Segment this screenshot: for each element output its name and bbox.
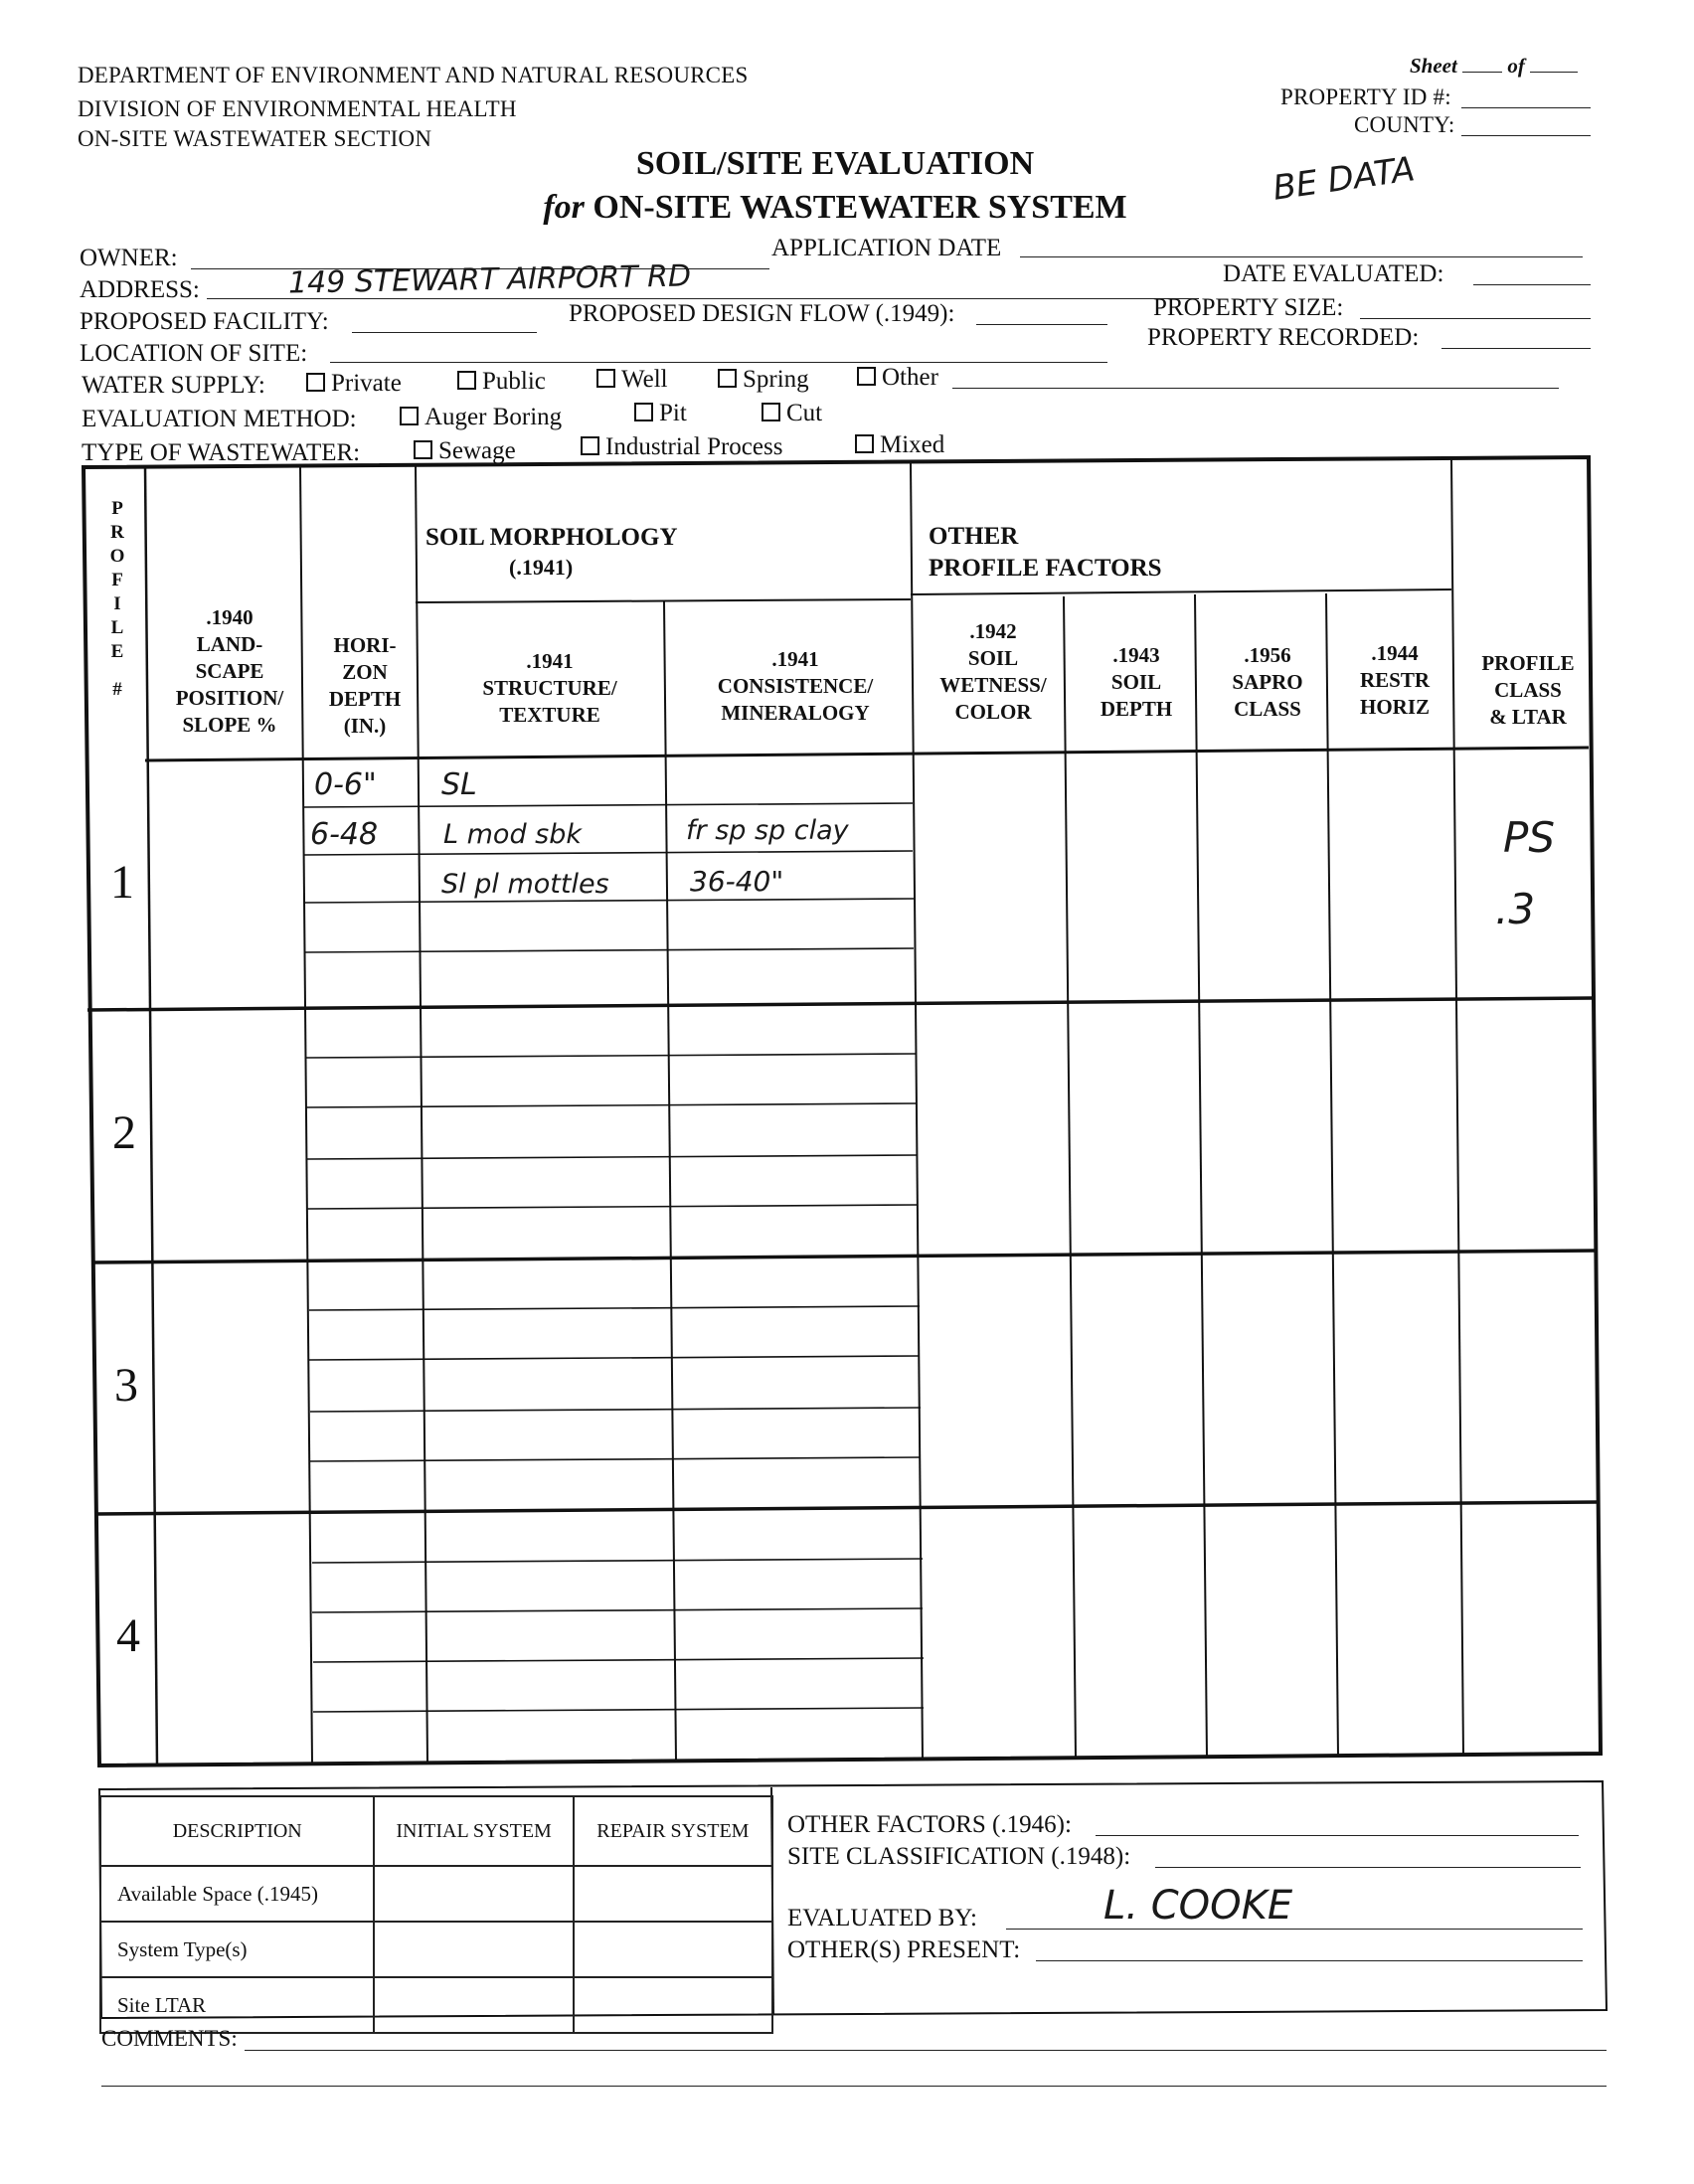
landscape-header: .1940 LAND- SCAPE POSITION/ SLOPE %: [175, 605, 284, 737]
water-supply-label: WATER SUPPLY:: [82, 372, 265, 399]
site-ltar-initial[interactable]: [374, 1977, 573, 2033]
ltar-entry: .3: [1495, 885, 1536, 933]
site-classification-line: [1155, 1867, 1581, 1868]
texture-entry-1: SL: [441, 767, 477, 802]
design-flow-label: PROPOSED DESIGN FLOW (.1949):: [569, 300, 955, 327]
soil-depth-header: .1943 SOIL DEPTH: [1100, 643, 1173, 721]
application-date-label: APPLICATION DATE: [771, 235, 1002, 261]
county-label: COUNTY:: [1354, 112, 1455, 137]
wetness-header: .1942 SOIL WETNESS/ COLOR: [939, 619, 1047, 724]
structure-header: .1941 STRUCTURE/ TEXTURE: [482, 649, 617, 727]
water-other-line: [952, 388, 1559, 389]
property-size-label: PROPERTY SIZE:: [1153, 294, 1344, 321]
profile-number-1: 1: [110, 856, 134, 909]
property-id-label: PROPERTY ID #:: [1280, 84, 1451, 109]
water-spring-checkbox[interactable]: Spring: [718, 366, 809, 394]
comments-line-2: [101, 2086, 1607, 2087]
comments-line-1: [245, 2050, 1607, 2051]
texture-entry-2: L mod sbk: [443, 819, 583, 850]
address-value: 149 STEWART AIRPORT RD: [287, 258, 692, 301]
department-name: DEPARTMENT OF ENVIRONMENT AND NATURAL RESOURCES: [78, 63, 749, 87]
water-other-checkbox[interactable]: Other: [857, 364, 938, 392]
system-type-repair[interactable]: [574, 1922, 772, 1977]
system-type-label: System Type(s): [100, 1922, 374, 1977]
method-auger-checkbox[interactable]: Auger Boring: [400, 404, 562, 431]
depth-entry-2: 6-48: [310, 817, 379, 852]
others-present-label: OTHER(S) PRESENT:: [787, 1936, 1021, 1963]
available-space-initial[interactable]: [374, 1866, 573, 1922]
other-factors-label: OTHER FACTORS (.1946):: [787, 1811, 1072, 1838]
wastewater-mixed-checkbox[interactable]: Mixed: [855, 431, 944, 459]
profile-class-entry: PS: [1503, 813, 1555, 862]
sapro-header: .1956 SAPRO CLASS: [1232, 643, 1303, 721]
repair-system-header: REPAIR SYSTEM: [574, 1796, 772, 1866]
method-pit-checkbox[interactable]: Pit: [634, 400, 687, 427]
site-classification-label: SITE CLASSIFICATION (.1948):: [787, 1843, 1131, 1870]
site-ltar-label: Site LTAR: [100, 1977, 374, 2033]
property-recorded-label: PROPERTY RECORDED:: [1147, 324, 1420, 351]
evaluated-by-label: EVALUATED BY:: [787, 1905, 977, 1932]
water-private-checkbox[interactable]: Private: [306, 370, 402, 398]
county-line: [1461, 135, 1591, 136]
consistence-header: .1941 CONSISTENCE/ MINERALOGY: [717, 647, 874, 725]
method-cut-checkbox[interactable]: Cut: [762, 400, 822, 427]
title-main: ON-SITE WASTEWATER SYSTEM: [593, 189, 1127, 226]
wastewater-type-label: TYPE OF WASTEWATER:: [82, 439, 361, 466]
design-flow-line: [976, 324, 1107, 325]
system-table: [99, 1795, 773, 2034]
table-row: [100, 1866, 772, 1922]
profile-header: P R O F I L E #: [109, 498, 125, 700]
sheet-label: Sheet: [1410, 54, 1457, 78]
other-factors-line: [1096, 1835, 1579, 1836]
soil-morphology-header: SOIL MORPHOLOGY (.1941): [425, 524, 678, 580]
comments-label: COMMENTS:: [101, 2026, 238, 2051]
wastewater-industrial-checkbox[interactable]: Industrial Process: [581, 433, 782, 461]
horizon-header: HORI- ZON DEPTH (IN.): [328, 633, 402, 738]
site-ltar-repair[interactable]: [574, 1977, 772, 2033]
profile-number-2: 2: [112, 1106, 136, 1159]
available-space-repair[interactable]: [574, 1866, 772, 1922]
location-label: LOCATION OF SITE:: [80, 340, 308, 367]
date-evaluated-label: DATE EVALUATED:: [1223, 260, 1444, 287]
available-space-label: Available Space (.1945): [100, 1866, 374, 1922]
address-label: ADDRESS:: [80, 276, 200, 303]
application-date-line: [1020, 256, 1583, 257]
profile-number-4: 4: [116, 1609, 140, 1662]
location-line: [330, 362, 1107, 363]
description-header: DESCRIPTION: [100, 1796, 374, 1866]
evaluated-by-line: [1006, 1929, 1583, 1930]
initial-system-header: INITIAL SYSTEM: [374, 1796, 573, 1866]
others-present-line: [1036, 1960, 1583, 1961]
wastewater-sewage-checkbox[interactable]: Sewage: [414, 437, 516, 465]
owner-label: OWNER:: [80, 245, 178, 271]
of-label: of: [1507, 54, 1525, 78]
proposed-facility-label: PROPOSED FACILITY:: [80, 308, 329, 335]
table-row: [100, 1922, 772, 1977]
evaluated-by-signature: L. COOKE: [1103, 1883, 1293, 1929]
property-recorded-line: [1441, 348, 1591, 349]
system-type-initial[interactable]: [374, 1922, 573, 1977]
form-title-line1: SOIL/SITE EVALUATION: [635, 145, 1035, 182]
evaluation-method-label: EVALUATION METHOD:: [82, 406, 357, 432]
property-size-line: [1360, 318, 1591, 319]
depth-entry-1: 0-6": [314, 767, 377, 802]
restr-header: .1944 RESTR HORIZ: [1359, 641, 1431, 719]
handwritten-note: BE DATA: [1270, 149, 1418, 209]
property-id-line: [1461, 107, 1591, 108]
table-row: [100, 1977, 772, 2033]
profile-number-3: 3: [114, 1359, 138, 1412]
profile-class-header: PROFILE CLASS & LTAR: [1481, 651, 1575, 729]
title-for: for: [543, 189, 585, 226]
section-name: ON-SITE WASTEWATER SECTION: [78, 126, 432, 151]
sheet-field: [1410, 54, 1578, 79]
consistence-entry-3: 36-40": [690, 865, 784, 898]
proposed-facility-line: [352, 332, 537, 333]
division-name: DIVISION OF ENVIRONMENTAL HEALTH: [78, 96, 517, 121]
texture-entry-3: Sl pl mottles: [441, 869, 609, 900]
form-title-line2: [467, 189, 1203, 227]
water-public-checkbox[interactable]: Public: [457, 368, 546, 396]
other-factors-header: OTHER PROFILE FACTORS: [929, 523, 1162, 582]
consistence-entry-2: fr sp sp clay: [686, 815, 849, 846]
date-evaluated-line: [1473, 284, 1591, 285]
water-well-checkbox[interactable]: Well: [596, 366, 668, 394]
